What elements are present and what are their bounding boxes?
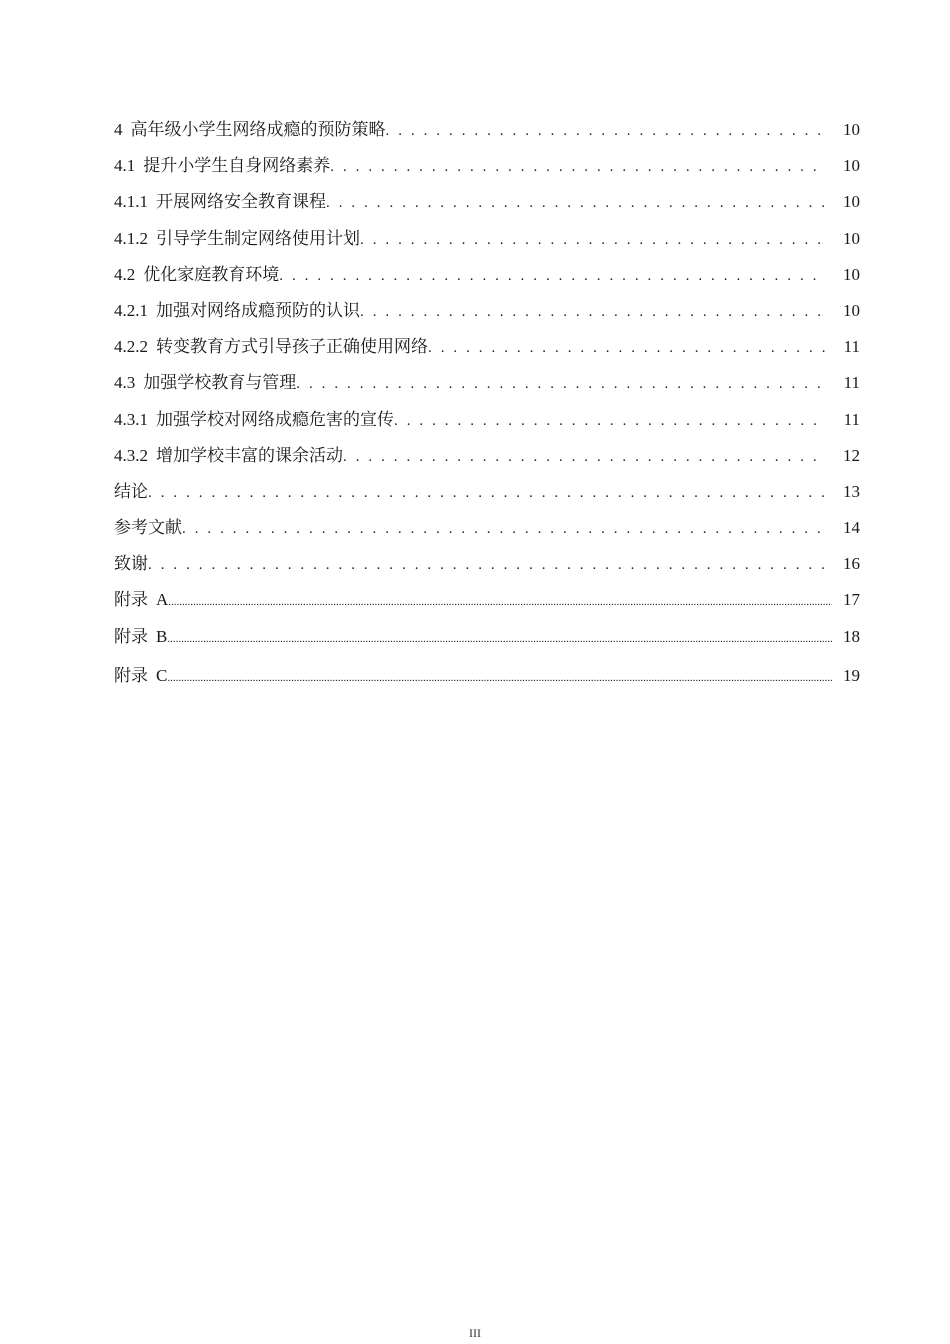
dot-leader — [279, 262, 826, 290]
toc-entry-page: 10 — [843, 300, 860, 320]
dot-leader — [326, 189, 826, 217]
toc-entry-number: 4.1.2 — [114, 228, 148, 248]
toc-entry-page: 18 — [843, 626, 860, 646]
toc-entry-page: 10 — [843, 120, 860, 139]
toc-entry[interactable] — [114, 116, 860, 152]
dot-leader — [167, 664, 832, 692]
dot-leader — [330, 153, 826, 181]
toc-entry[interactable] — [114, 442, 860, 478]
toc-entry-page: 11 — [843, 373, 860, 393]
toc-entry-page: 19 — [843, 665, 860, 685]
toc-entry-title: 增加学校丰富的课余活动 — [156, 445, 343, 465]
dot-leader — [148, 551, 826, 579]
dot-leader — [386, 117, 827, 145]
toc-entry[interactable] — [114, 225, 860, 261]
toc-entry[interactable] — [114, 188, 860, 224]
toc-entry-title: 转变教育方式引导孩子正确使用网络 — [156, 337, 428, 357]
dot-leader — [360, 298, 826, 326]
toc-entry[interactable] — [114, 152, 860, 188]
dot-leader — [394, 407, 826, 435]
toc-entry-page: 10 — [843, 156, 860, 176]
dot-leader — [343, 443, 826, 471]
dot-leader — [167, 625, 832, 653]
toc-entry[interactable] — [114, 550, 860, 586]
toc-entry-title: 附录 — [114, 590, 148, 610]
toc-entry-appendix-a[interactable] — [114, 586, 860, 622]
toc-entry-appendix-b[interactable] — [114, 623, 860, 659]
toc-entry[interactable] — [114, 261, 860, 297]
toc-entry-page: 11 — [843, 337, 860, 357]
table-of-contents — [114, 116, 860, 702]
toc-entry-number: 4.3.2 — [114, 445, 148, 465]
toc-entry-title: 优化家庭教育环境 — [143, 264, 280, 284]
dot-leader — [428, 334, 826, 362]
toc-entry-title: 加强对网络成瘾预防的认识 — [156, 300, 360, 320]
toc-entry-title: 加强学校教育与管理 — [143, 373, 297, 393]
toc-entry-number: 4.2.2 — [114, 337, 148, 357]
toc-entry-title: 致谢 — [114, 554, 148, 574]
toc-entry-number: 4.3 — [114, 373, 136, 393]
toc-entry[interactable] — [114, 406, 860, 442]
dot-leader — [168, 588, 832, 616]
toc-entry-page: 10 — [843, 192, 860, 212]
toc-entry-title: 高年级小学生网络成瘾的预防策略 — [130, 120, 386, 139]
toc-entry[interactable] — [114, 478, 860, 514]
toc-entry[interactable] — [114, 333, 860, 369]
toc-entry[interactable] — [114, 514, 860, 550]
toc-entry-page: 17 — [843, 590, 860, 610]
toc-entry-title: 附录 — [114, 665, 148, 685]
toc-entry-title: 加强学校对网络成瘾危害的宣传 — [156, 409, 394, 429]
toc-entry-title: 引导学生制定网络使用计划 — [156, 228, 360, 248]
toc-entry-page: 16 — [843, 554, 860, 574]
dot-leader — [182, 515, 826, 543]
appendix-letter: A — [156, 590, 169, 610]
toc-entry-number: 4.3.1 — [114, 409, 148, 429]
toc-entry[interactable] — [114, 369, 860, 405]
toc-entry-number: 4.1 — [114, 156, 136, 176]
toc-entry-title: 结论 — [114, 481, 148, 501]
toc-entry-title: 参考文献 — [114, 518, 182, 538]
toc-entry-page: 10 — [843, 264, 860, 284]
toc-entry-number: 4.1.1 — [114, 192, 148, 212]
appendix-letter: C — [156, 665, 168, 685]
toc-entry-page: 12 — [843, 445, 860, 465]
appendix-letter: B — [156, 626, 168, 646]
toc-entry-page: 11 — [843, 409, 860, 429]
dot-leader — [360, 226, 826, 254]
dot-leader — [296, 370, 826, 398]
toc-entry-title: 附录 — [114, 626, 148, 646]
toc-entry[interactable] — [114, 297, 860, 333]
toc-entry-page: 10 — [843, 228, 860, 248]
toc-entry-number: 4.2 — [114, 264, 136, 284]
toc-entry-number: 4.2.1 — [114, 300, 148, 320]
toc-entry-appendix-c[interactable] — [114, 659, 860, 702]
toc-entry-number: 4 — [114, 120, 123, 139]
toc-entry-title: 提升小学生自身网络素养 — [143, 156, 331, 176]
page-number: III — [469, 1326, 481, 1340]
toc-entry-page: 14 — [843, 518, 860, 538]
dot-leader — [148, 479, 826, 507]
toc-entry-page: 13 — [843, 481, 860, 501]
toc-entry-title: 开展网络安全教育课程 — [156, 192, 326, 212]
